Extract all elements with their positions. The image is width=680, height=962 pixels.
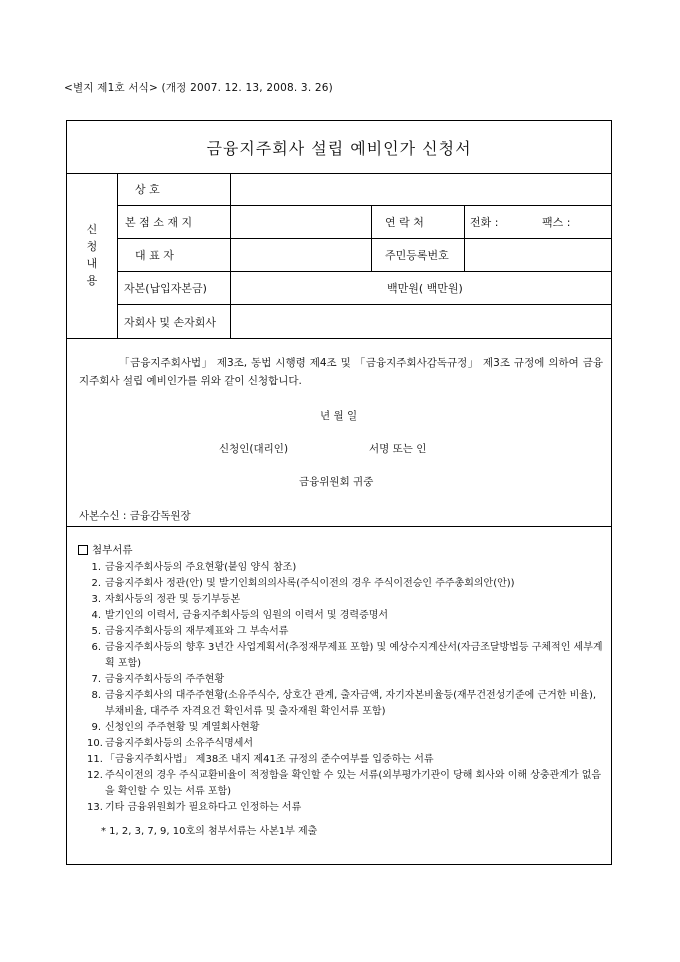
application-date: 년 월 일: [320, 410, 358, 422]
side-label-char: 내: [86, 257, 98, 270]
application-content-label: [81, 221, 103, 289]
item-number: 4.: [91, 610, 101, 621]
copy-recipient: 사본수신 : 금융감독원장: [79, 510, 191, 522]
item-number: 6.: [91, 642, 101, 653]
contact-label: 연 락 처: [385, 216, 424, 229]
item-text: 금융지주회사등의 재무제표와 그 부속서류: [105, 626, 289, 637]
applicant-label: 신청인(대리인): [219, 443, 289, 455]
item-number: 7.: [91, 674, 101, 685]
item-number: 2.: [91, 578, 101, 589]
list-item: [87, 752, 607, 768]
fax-field[interactable]: 팩스 :: [542, 216, 571, 229]
representative-field[interactable]: [231, 239, 371, 271]
list-item: [87, 720, 607, 736]
resident-number-label: 주민등록번호: [385, 249, 449, 262]
head-office-label: 본 점 소 재 지: [125, 216, 193, 229]
item-text: 금융지주회사등의 소유주식명세서: [105, 738, 254, 749]
list-item: [87, 672, 607, 688]
attachments-list: [87, 560, 607, 816]
trade-name-label: 상 호: [135, 183, 160, 196]
item-text: 금융지주회사등의 주요현황(붙임 양식 참조): [105, 562, 297, 573]
item-number: 11.: [87, 754, 103, 765]
declaration-text: 「금융지주회사법」 제3조, 동법 시행령 제4조 및 「금융지주회사감독규정」 제3조 규정에 의하여 금융지주회사 설립 예비인가를 위와 같이 신청합니다.: [79, 357, 603, 387]
side-label-char: 신: [86, 223, 98, 236]
representative-label: 대 표 자: [135, 249, 174, 262]
list-item: [87, 640, 607, 672]
item-number: 12.: [87, 770, 103, 781]
list-item: [87, 800, 607, 816]
addressee: 금융위원회 귀중: [299, 476, 374, 488]
item-text: 「금융지주회사법」 제38조 내지 제41조 규정의 준수여부를 입증하는 서류: [105, 754, 434, 765]
side-label-char: 용: [86, 274, 98, 287]
form-title: 금융지주회사 설립 예비인가 신청서: [67, 121, 611, 174]
list-item: [87, 688, 607, 720]
item-number: 5.: [91, 626, 101, 637]
item-text: 금융지주회사등의 향후 3년간 사업계획서(추정재무제표 포함) 및 예상수지계산서(자금조달방법등 구체적인 세부계획 포함): [105, 642, 603, 669]
item-number: 9.: [91, 722, 101, 733]
capital-field[interactable]: 백만원( 백만원): [387, 282, 463, 295]
item-text: 금융지주회사 정관(안) 및 발기인회의의사록(주식이전의 경우 주식이전승인 주주총회의안(안)): [105, 578, 515, 589]
checkbox-icon: [78, 545, 88, 555]
list-item: [87, 592, 607, 608]
phone-field[interactable]: 전화 :: [470, 216, 499, 229]
item-number: 8.: [91, 690, 101, 701]
item-text: 기타 금융위원회가 필요하다고 인정하는 서류: [105, 802, 302, 813]
submission-note: * 1, 2, 3, 7, 9, 10호의 첨부서류는 사본1부 제출: [101, 826, 318, 837]
item-text: 발기인의 이력서, 금융지주회사등의 임원의 이력서 및 경력증명서: [105, 610, 389, 621]
item-text: 자회사등의 정관 및 등기부등본: [105, 594, 241, 605]
list-item: [87, 608, 607, 624]
application-details-table: [67, 173, 611, 339]
attachments-title: 첨부서류: [92, 544, 133, 556]
resident-number-field[interactable]: [465, 239, 612, 271]
signature-label: 서명 또는 인: [369, 443, 427, 455]
capital-label: 자본(납입자본금): [124, 282, 207, 295]
list-item: [87, 736, 607, 752]
item-text: 주식이전의 경우 주식교환비율이 적정함을 확인할 수 있는 서류(외부평가기관이 당해 회사와 이해 상충관계가 없음을 확인할 수 있는 서류 포함): [105, 770, 602, 797]
application-form: [66, 120, 612, 865]
item-number: 10.: [87, 738, 103, 749]
list-item: [87, 576, 607, 592]
item-number: 1.: [91, 562, 101, 573]
subsidiaries-field[interactable]: [231, 305, 612, 338]
item-number: 3.: [91, 594, 101, 605]
list-item: [87, 768, 607, 800]
head-office-field[interactable]: [231, 206, 371, 238]
list-item: [87, 624, 607, 640]
item-number: 13.: [87, 802, 103, 813]
item-text: 금융지주회사의 대주주현황(소유주식수, 상호간 관계, 출자금액, 자기자본비율등(재무건전성기준에 근거한 비율), 부채비율, 대주주 자격요건 확인서류 및 출자재원 확인서류 포함): [105, 690, 597, 717]
list-item: [87, 560, 607, 576]
attachments-heading: [78, 542, 133, 557]
declaration-section: [67, 338, 611, 527]
side-label-char: 청: [86, 240, 98, 253]
subsidiaries-label: 자회사 및 손자회사: [124, 315, 217, 329]
item-text: 신청인의 주주현황 및 계열회사현황: [105, 722, 260, 733]
item-text: 금융지주회사등의 주주현황: [105, 674, 225, 685]
trade-name-field[interactable]: [231, 173, 612, 205]
form-number-note: <별지 제1호 서식> (개정 2007. 12. 13, 2008. 3. 26): [64, 82, 333, 94]
